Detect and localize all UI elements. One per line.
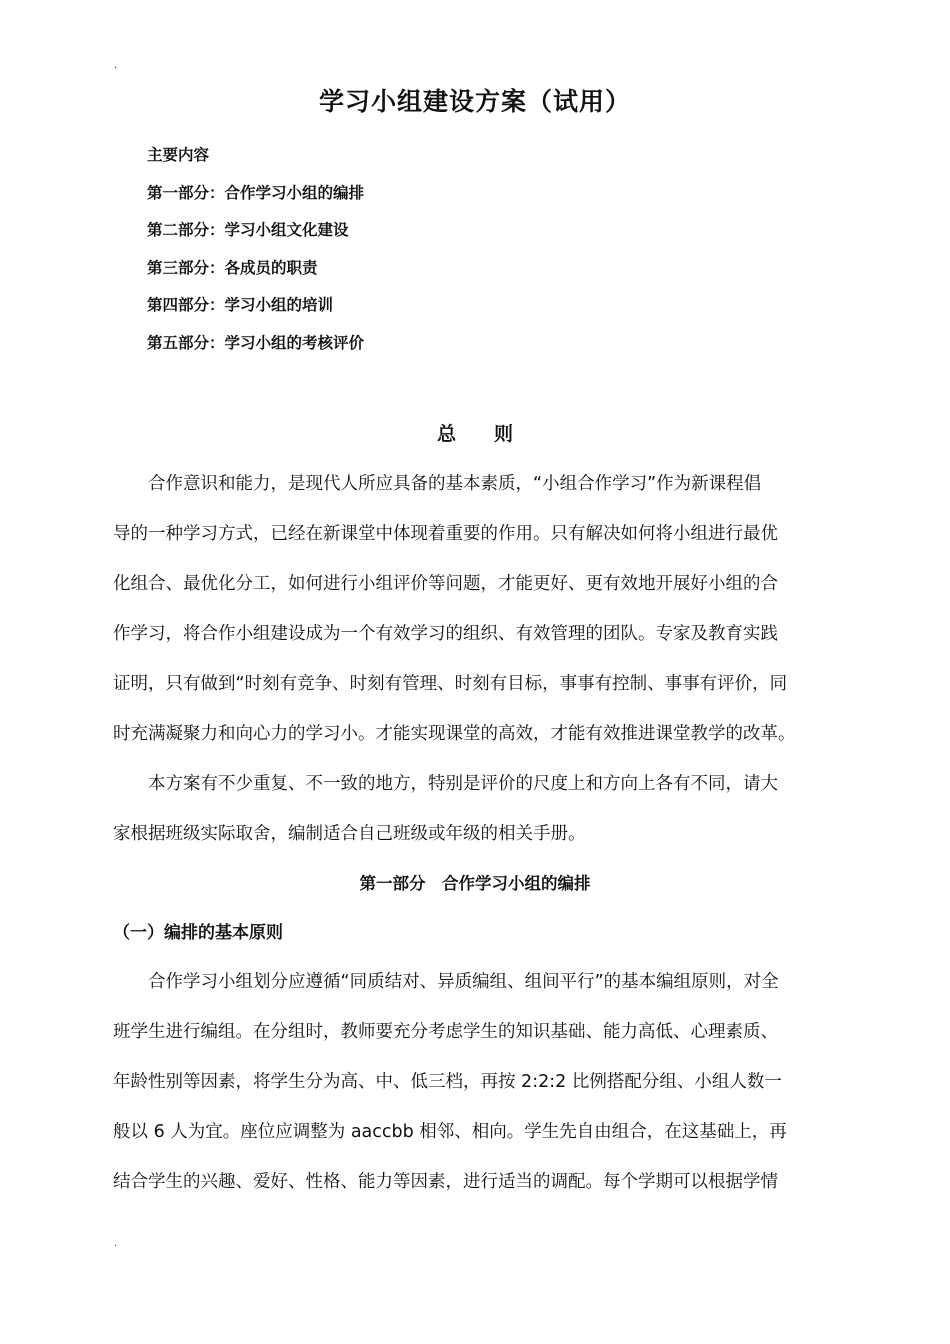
toc-item-part4: 第四部分：学习小组的培训 (147, 296, 334, 314)
paragraph-line: 合作意识和能力，是现代人所应具备的基本素质，“小组合作学习”作为新课程倡 (113, 474, 762, 494)
paragraph-line: 家根据班级实际取舍，编制适合自己班级或年级的相关手册。 (113, 824, 586, 844)
part1-paragraph (113, 957, 846, 1207)
toc-item-part5: 第五部分：学习小组的考核评价 (147, 333, 365, 352)
paragraph-line: 时充满凝聚力和向心力的学习小。才能实现课堂的高效，才能有效推进课堂教学的改革。 (113, 724, 796, 744)
toc-heading: 主要内容 (147, 146, 210, 164)
toc-item-part2: 第二部分：学习小组文化建设 (147, 221, 349, 239)
paragraph-line: 本方案有不少重复、不一致的地方，特别是评价的尺度上和方向上各有不同，请大 (113, 774, 778, 794)
general-principles-heading: 总 则 (436, 423, 513, 445)
paragraph-line: 证明，只有做到“时刻有竞争、时刻有管理、时刻有目标，事事有控制、事事有评价，同 (113, 674, 788, 694)
general-paragraph-1 (113, 459, 846, 759)
toc-item-part1: 第一部分：合作学习小组的编排 (147, 183, 365, 202)
document-title: 学习小组建设方案（试用） (318, 87, 631, 116)
part1-heading: 第一部分 合作学习小组的编排 (359, 874, 591, 893)
paragraph-line: 作学习，将合作小组建设成为一个有效学习的组织、有效管理的团队。专家及教育实践 (113, 624, 778, 644)
paragraph-line: 般以 6 人为宜。座位应调整为 aaccbb 相邻、相向。学生先自由组合，在这基础上，再 (113, 1122, 787, 1142)
paragraph-line: 化组合、最优化分工，如何进行小组评价等问题，才能更好、更有效地开展好小组的合 (113, 574, 778, 594)
header-dot: . (114, 60, 118, 71)
toc-item-part3: 第三部分：各成员的职责 (147, 258, 318, 277)
part1-subheading: （一）编排的基本原则 (113, 923, 283, 943)
paragraph-line: 结合学生的兴趣、爱好、性格、能力等因素，进行适当的调配。每个学期可以根据学情 (113, 1172, 778, 1192)
footer-dot: . (114, 1238, 118, 1249)
table-of-contents (147, 142, 364, 367)
paragraph-line: 班学生进行编组。在分组时，教师要充分考虑学生的知识基础、能力高低、心理素质、 (113, 1022, 778, 1042)
paragraph-line: 年龄性别等因素，将学生分为高、中、低三档，再按 2:2:2 比例搭配分组、小组人数一 (113, 1072, 782, 1092)
paragraph-line: 导的一种学习方式，已经在新课堂中体现着重要的作用。只有解决如何将小组进行最优 (113, 524, 778, 544)
general-paragraph-2 (113, 759, 846, 859)
paragraph-line: 合作学习小组划分应遵循“同质结对、异质编组、组间平行”的基本编组原则，对全 (113, 972, 779, 992)
